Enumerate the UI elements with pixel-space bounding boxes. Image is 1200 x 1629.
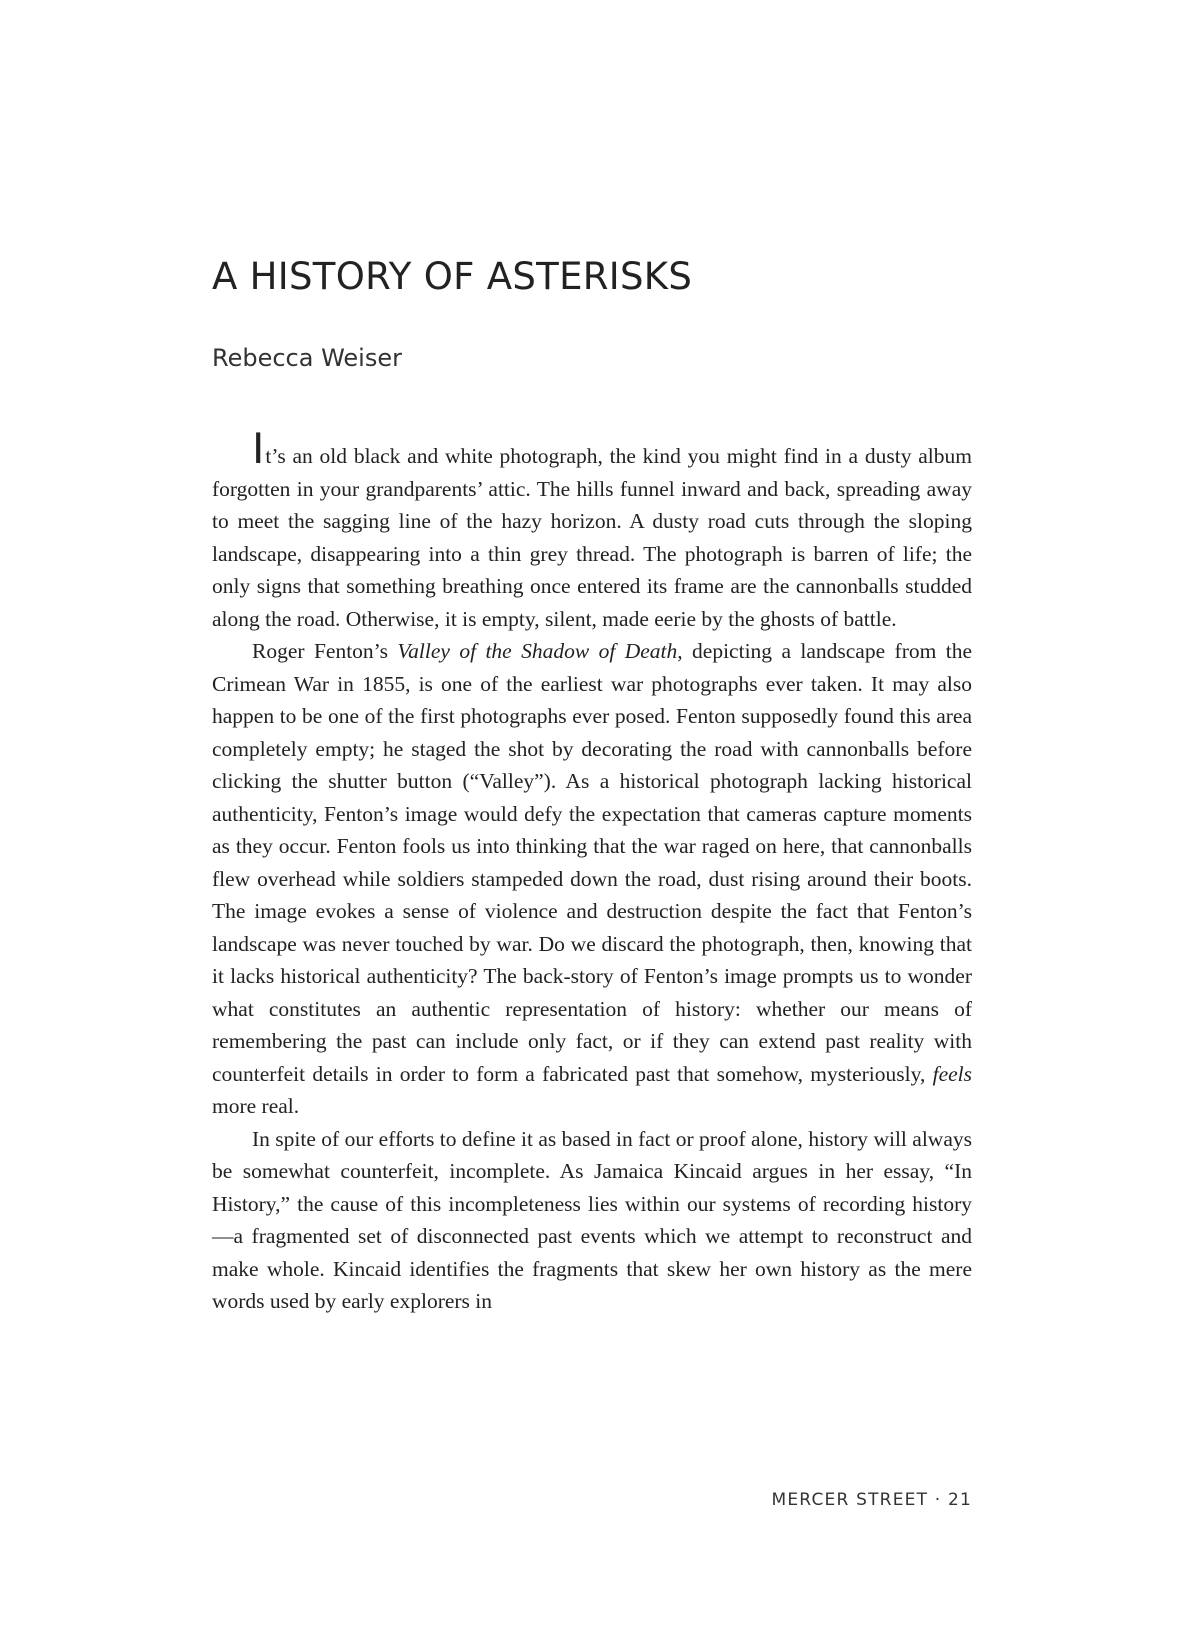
paragraph-text: , depicting a landscape from the Crimean War in 1855, is one of the earliest war photographs ever taken. It may also happen to be one of the first photographs ever posed. Fenton supposedly found this area completely empty; he staged the shot by decorating the road with cannonballs before clicking the shutter button (“Valley”). As a historical photograph lacking historical authenticity, Fenton’s image would defy the expectation that cameras capture moments as they occur. Fenton fools us into thinking that the war raged on here, that cannonballs flew overhead while soldiers stampeded down the road, dust rising around their boots. The image evokes a sense of violence and destruction despite the fact that Fenton’s landscape was never touched by war. Do we discard the photograph, then, knowing that it lacks historical authenticity? The back-story of Fenton’s image prompts us to wonder what constitutes an authentic representation of history: whether our means of remembering the past can include only fact, or if they can extend past reality with counterfeit details in order to form a fabricated past that somehow, mysteriously, <box>212 639 972 1086</box>
body-paragraph <box>212 635 972 1123</box>
article-body <box>212 424 972 1318</box>
paragraph-text: In spite of our efforts to define it as based in fact or proof alone, history will always be somewhat counterfeit, incomplete. As Jamaica Kincaid argues in her essay, “In History,” the cause of this incompleteness lies within our systems of recording history—a fragmented set of disconnected past events which we attempt to reconstruct and make whole. Kincaid identifies the fragments that skew her own history as the mere words used by early explorers in <box>212 1126 972 1313</box>
paragraph-text: t’s an old black and white photograph, the kind you might find in a dusty album forgotten in your grandparents’ attic. The hills funnel inward and back, spreading away to meet the sagging line of the hazy horizon. A dusty road cuts through the sloping landscape, disappearing into a thin grey thread. The photograph is barren of life; the only signs that something breathing once entered its frame are the cannonballs studded along the road. Otherwise, it is empty, silent, made eerie by the ghosts of battle. <box>212 444 972 631</box>
paragraph-text: Roger Fenton’s <box>252 639 398 663</box>
emphasis-text: feels <box>932 1061 972 1086</box>
article-author: Rebecca Weiser <box>212 344 402 372</box>
body-paragraph <box>212 1123 972 1318</box>
drop-cap: I <box>252 424 265 473</box>
body-paragraph <box>212 424 972 635</box>
article-title: A HISTORY OF ASTERISKS <box>212 255 693 298</box>
running-footer: MERCER STREET · 21 <box>771 1490 972 1510</box>
paragraph-text: more real. <box>212 1094 300 1118</box>
work-title: Valley of the Shadow of Death <box>397 639 678 663</box>
